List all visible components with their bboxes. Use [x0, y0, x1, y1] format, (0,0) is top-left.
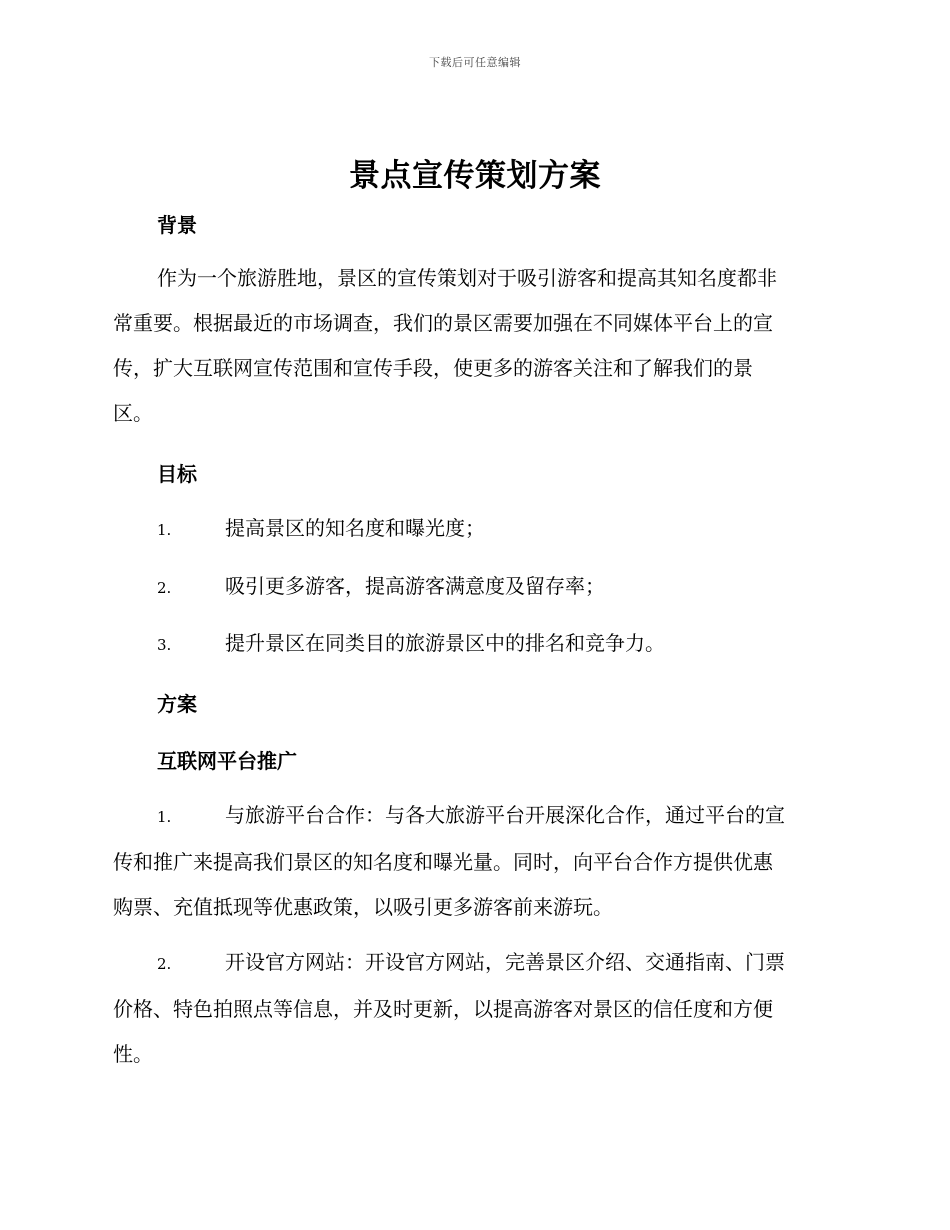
list-number: 2.	[157, 955, 172, 973]
subsection-heading-internet: 互联网平台推广	[157, 749, 297, 773]
goal-text: 提升景区在同类目的旅游景区中的排名和竞争力。	[225, 631, 665, 655]
plan-line: 与旅游平台合作：与各大旅游平台开展深化合作，通过平台的宣	[225, 803, 785, 827]
plan-item	[113, 940, 833, 1077]
goal-item	[157, 506, 485, 553]
plan-line: 价格、特色拍照点等信息，并及时更新，以提高游客对景区的信任度和方便	[113, 997, 773, 1021]
list-number: 1.	[157, 808, 172, 826]
section-heading-plan: 方案	[157, 692, 197, 716]
paragraph-line: 常重要。根据最近的市场调查，我们的景区需要加强在不同媒体平台上的宣	[113, 311, 773, 335]
list-number: 3.	[157, 636, 172, 654]
plan-line: 性。	[113, 1042, 153, 1066]
paragraph-line: 作为一个旅游胜地，景区的宣传策划对于吸引游客和提高其知名度都非	[157, 266, 777, 290]
list-number: 1.	[157, 521, 172, 539]
plan-item	[113, 793, 833, 930]
section-heading-goals: 目标	[157, 462, 197, 486]
section-heading-background: 背景	[157, 213, 197, 237]
goal-text: 提高景区的知名度和曝光度；	[225, 516, 485, 540]
goal-item	[157, 621, 665, 668]
background-paragraph	[113, 256, 833, 436]
plan-line: 传和推广来提高我们景区的知名度和曝光量。同时，向平台合作方提供优惠	[113, 850, 773, 874]
goal-item	[157, 564, 605, 611]
plan-line: 开设官方网站：开设官方网站，完善景区介绍、交通指南、门票	[225, 950, 785, 974]
plan-line: 购票、充值抵现等优惠政策，以吸引更多游客前来游玩。	[113, 895, 613, 919]
paragraph-line: 传，扩大互联网宣传范围和宣传手段，使更多的游客关注和了解我们的景	[113, 356, 753, 380]
goal-text: 吸引更多游客，提高游客满意度及留存率；	[225, 574, 605, 598]
header-note: 下载后可任意编辑	[429, 56, 521, 69]
list-number: 2.	[157, 579, 172, 597]
paragraph-line: 区。	[113, 401, 153, 425]
page-title: 景点宣传策划方案	[349, 158, 601, 194]
